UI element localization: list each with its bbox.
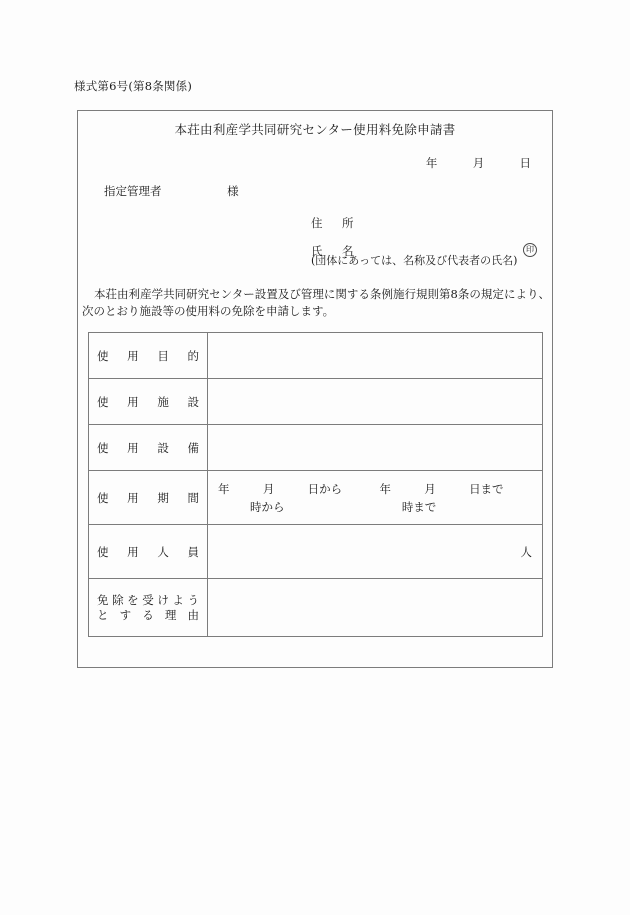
- row-label-text: 使用設備: [97, 440, 199, 455]
- addressee-name: 指定管理者: [104, 184, 162, 198]
- period-from-month: 月: [262, 481, 275, 496]
- table-row: [89, 379, 543, 425]
- document-title: 本荘由利産学共同研究センター使用料免除申請書: [174, 122, 456, 137]
- period-from-day: 日から: [307, 481, 343, 496]
- row-label-attendees: [89, 525, 208, 579]
- applicant-name-label: 氏 名: [311, 244, 358, 258]
- row-value-period[interactable]: [208, 471, 543, 525]
- row-label-equipment: [89, 425, 208, 471]
- row-value-equipment[interactable]: [208, 425, 543, 471]
- row-label-reason: [89, 579, 208, 637]
- row-label-text-line1: 免除を受けよう: [97, 592, 199, 607]
- row-label-text-line2: とする理由: [97, 607, 199, 622]
- addressee-line: [104, 183, 239, 199]
- period-to-month: 月: [424, 481, 436, 496]
- applicant-address-label: 住 所: [311, 216, 358, 230]
- row-value-purpose[interactable]: [208, 333, 543, 379]
- row-label-text: 使用目的: [97, 348, 199, 363]
- date-line: [77, 155, 553, 171]
- row-value-attendees[interactable]: [208, 525, 543, 579]
- date-day-label: 日: [519, 156, 531, 170]
- table-row: [89, 333, 543, 379]
- applicant-name-row: [311, 243, 534, 271]
- row-label-text: 使用施設: [97, 394, 199, 409]
- row-label-purpose: [89, 333, 208, 379]
- seal-stamp-icon: [523, 243, 537, 257]
- period-from-time: 時から: [250, 499, 285, 514]
- period-time-line: [218, 498, 532, 516]
- seal-mark-label: 印: [523, 243, 537, 257]
- date-year-label: 年: [425, 156, 438, 170]
- row-value-facility[interactable]: [208, 379, 543, 425]
- period-from-year: 年: [218, 481, 230, 496]
- row-value-reason[interactable]: [208, 579, 543, 637]
- applicant-address-row: [311, 215, 517, 243]
- addressee-honorific: 様: [227, 184, 239, 198]
- applicant-note: (団体にあっては、名称及び代表者の氏名): [311, 254, 518, 267]
- row-label-text: 使用期間: [97, 490, 199, 505]
- row-label-facility: [89, 379, 208, 425]
- application-table: [88, 332, 543, 637]
- table-row: [89, 471, 543, 525]
- period-date-line: [218, 480, 532, 498]
- attendees-unit-label: 人: [520, 544, 532, 559]
- table-row: [89, 525, 543, 579]
- row-label-text: 使用人員: [97, 544, 199, 559]
- table-row: [89, 579, 543, 637]
- body-paragraph: 本荘由利産学共同研究センター設置及び管理に関する条例施行規則第8条の規定により、次のとおり施設等の使用料の免除を申請します。: [82, 287, 550, 318]
- form-number-label: 様式第6号(第8条関係): [74, 79, 193, 93]
- date-month-label: 月: [472, 156, 485, 170]
- period-to-year: 年: [379, 481, 391, 496]
- period-to-time: 時まで: [401, 499, 437, 514]
- row-label-period: [89, 471, 208, 525]
- table-row: [89, 425, 543, 471]
- applicant-block: [311, 215, 534, 271]
- period-to-day: 日まで: [469, 481, 504, 496]
